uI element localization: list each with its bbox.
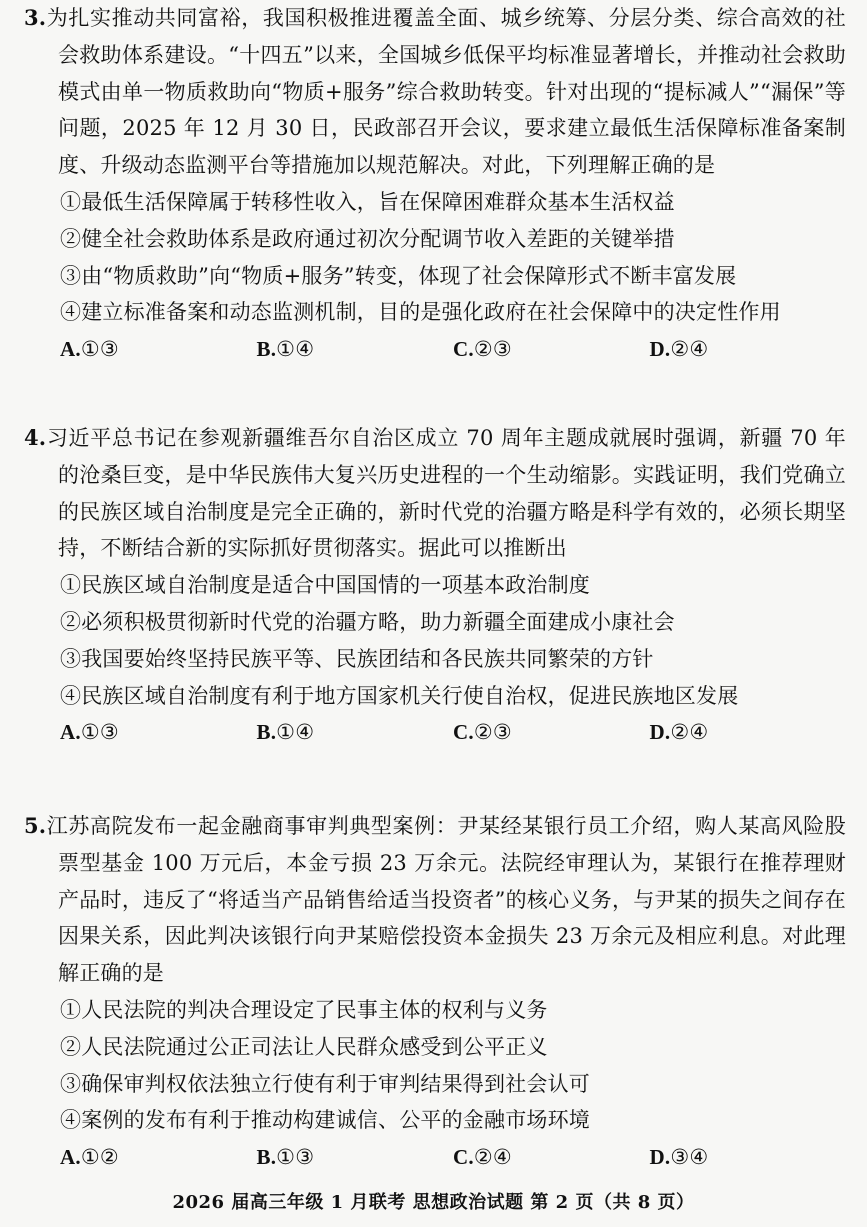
option-2: ②必须积极贯彻新时代党的治疆方略，助力新疆全面建成小康社会 [60,609,675,634]
choice-letter: C. [453,720,474,745]
choice-text: ②③ [473,337,512,362]
choice-text: ③④ [670,1145,709,1170]
answer-choices [24,331,846,368]
choice-letter: C. [453,337,474,362]
question-text: 习近平总书记在参观新疆维吾尔自治区成立 70 周年主题成就展时强调，新疆 70 年的沧桑巨变，是中华民族伟大复兴历史进程的一个生动缩影。实践证明，我们党确立的民族区域自治制度是完全正确的，新时代党的治疆方略是科学有效的，必须长期坚持，不断结合新的实际抓好贯彻落实。据此可以推断出 [46,426,846,561]
answer-choices [24,714,846,751]
option-3: ③确保审判权依法独立行使有利于审判结果得到社会认可 [60,1071,590,1096]
choice-text: ②④ [670,337,709,362]
choice-d [650,714,847,751]
choice-letter: A. [60,720,81,745]
choice-b [257,714,454,751]
choice-letter: B. [256,720,277,745]
choice-c [453,1139,650,1176]
option-3: ③由“物质救助”向“物质+服务”转变，体现了社会保障形式不断丰富发展 [60,263,737,288]
choice-letter: D. [649,1145,671,1170]
question-3 [24,0,846,368]
option-4: ④民族区域自治制度有利于地方国家机关行使自治权，促进民族地区发展 [60,683,739,708]
choice-a [60,331,257,368]
choice-text: ②③ [473,720,512,745]
option-2: ②人民法院通过公正司法让人民群众感受到公平正义 [60,1034,548,1059]
choice-text: ①③ [276,1145,315,1170]
choice-b [257,331,454,368]
choice-text: ②④ [473,1145,512,1170]
option-1: ①人民法院的判决合理设定了民事主体的权利与义务 [60,997,548,1022]
choice-text: ①④ [276,337,315,362]
question-4 [24,420,846,751]
question-number: 5. [24,813,47,838]
option-1: ①最低生活保障属于转移性收入，旨在保障困难群众基本生活权益 [60,189,675,214]
option-4: ④建立标准备案和动态监测机制，目的是强化政府在社会保障中的决定性作用 [60,300,781,325]
page-footer: 2026 届高三年级 1 月联考 思想政治试题 第 2 页（共 8 页） [172,1192,695,1213]
choice-text: ①③ [80,720,119,745]
choice-letter: A. [60,337,81,362]
option-2: ②健全社会救助体系是政府通过初次分配调节收入差距的关键举措 [60,226,675,251]
choice-letter: D. [649,720,671,745]
question-text: 江苏高院发布一起金融商事审判典型案例：尹某经某银行员工介绍，购人某高风险股票型基金 100 万元后，本金亏损 23 万余元。法院经审理认为，某银行在推荐理财产品时，违反了“将适当产品销售给适当投资者”的核心义务，与尹某的损失之间存在因果关系，因此判决该银行向尹某赔偿投资本金损失 23 万余元及相应利息。对此理解正确的是 [46,814,846,986]
option-4: ④案例的发布有利于推动构建诚信、公平的金融市场环境 [60,1108,590,1133]
question-text: 为扎实推动共同富裕，我国积极推进覆盖全面、城乡统筹、分层分类、综合高效的社会救助体系建设。“十四五”以来，全国城乡低保平均标准显著增长，并推动社会救助模式由单一物质救助向“物质+服务”综合救助转变。针对出现的“提标减人”“漏保”等问题，2025 年 12 月 30 日，民政部召开会议，要求建立最低生活保障标准备案制度、升级动态监测平台等措施加以规范解决。对此，下列理解正确的是 [46,6,846,178]
choice-text: ①④ [276,720,315,745]
choice-text: ①② [80,1145,119,1170]
choice-letter: B. [256,1145,277,1170]
question-stem [24,420,846,567]
choice-letter: D. [649,337,671,362]
choice-a [60,714,257,751]
choice-letter: A. [60,1145,81,1170]
question-stem [24,0,846,184]
choice-letter: B. [256,337,277,362]
question-stem [24,808,846,992]
choice-b [257,1139,454,1176]
choice-letter: C. [453,1145,474,1170]
choice-text: ②④ [670,720,709,745]
question-number: 4. [24,425,47,450]
answer-choices [24,1139,846,1176]
choice-c [453,331,650,368]
choice-text: ①③ [80,337,119,362]
option-3: ③我国要始终坚持民族平等、民族团结和各民族共同繁荣的方针 [60,646,654,671]
choice-a [60,1139,257,1176]
choice-d [650,1139,847,1176]
choice-d [650,331,847,368]
choice-c [453,714,650,751]
question-5 [24,808,846,1176]
question-number: 3. [24,5,47,30]
option-1: ①民族区域自治制度是适合中国国情的一项基本政治制度 [60,573,590,598]
